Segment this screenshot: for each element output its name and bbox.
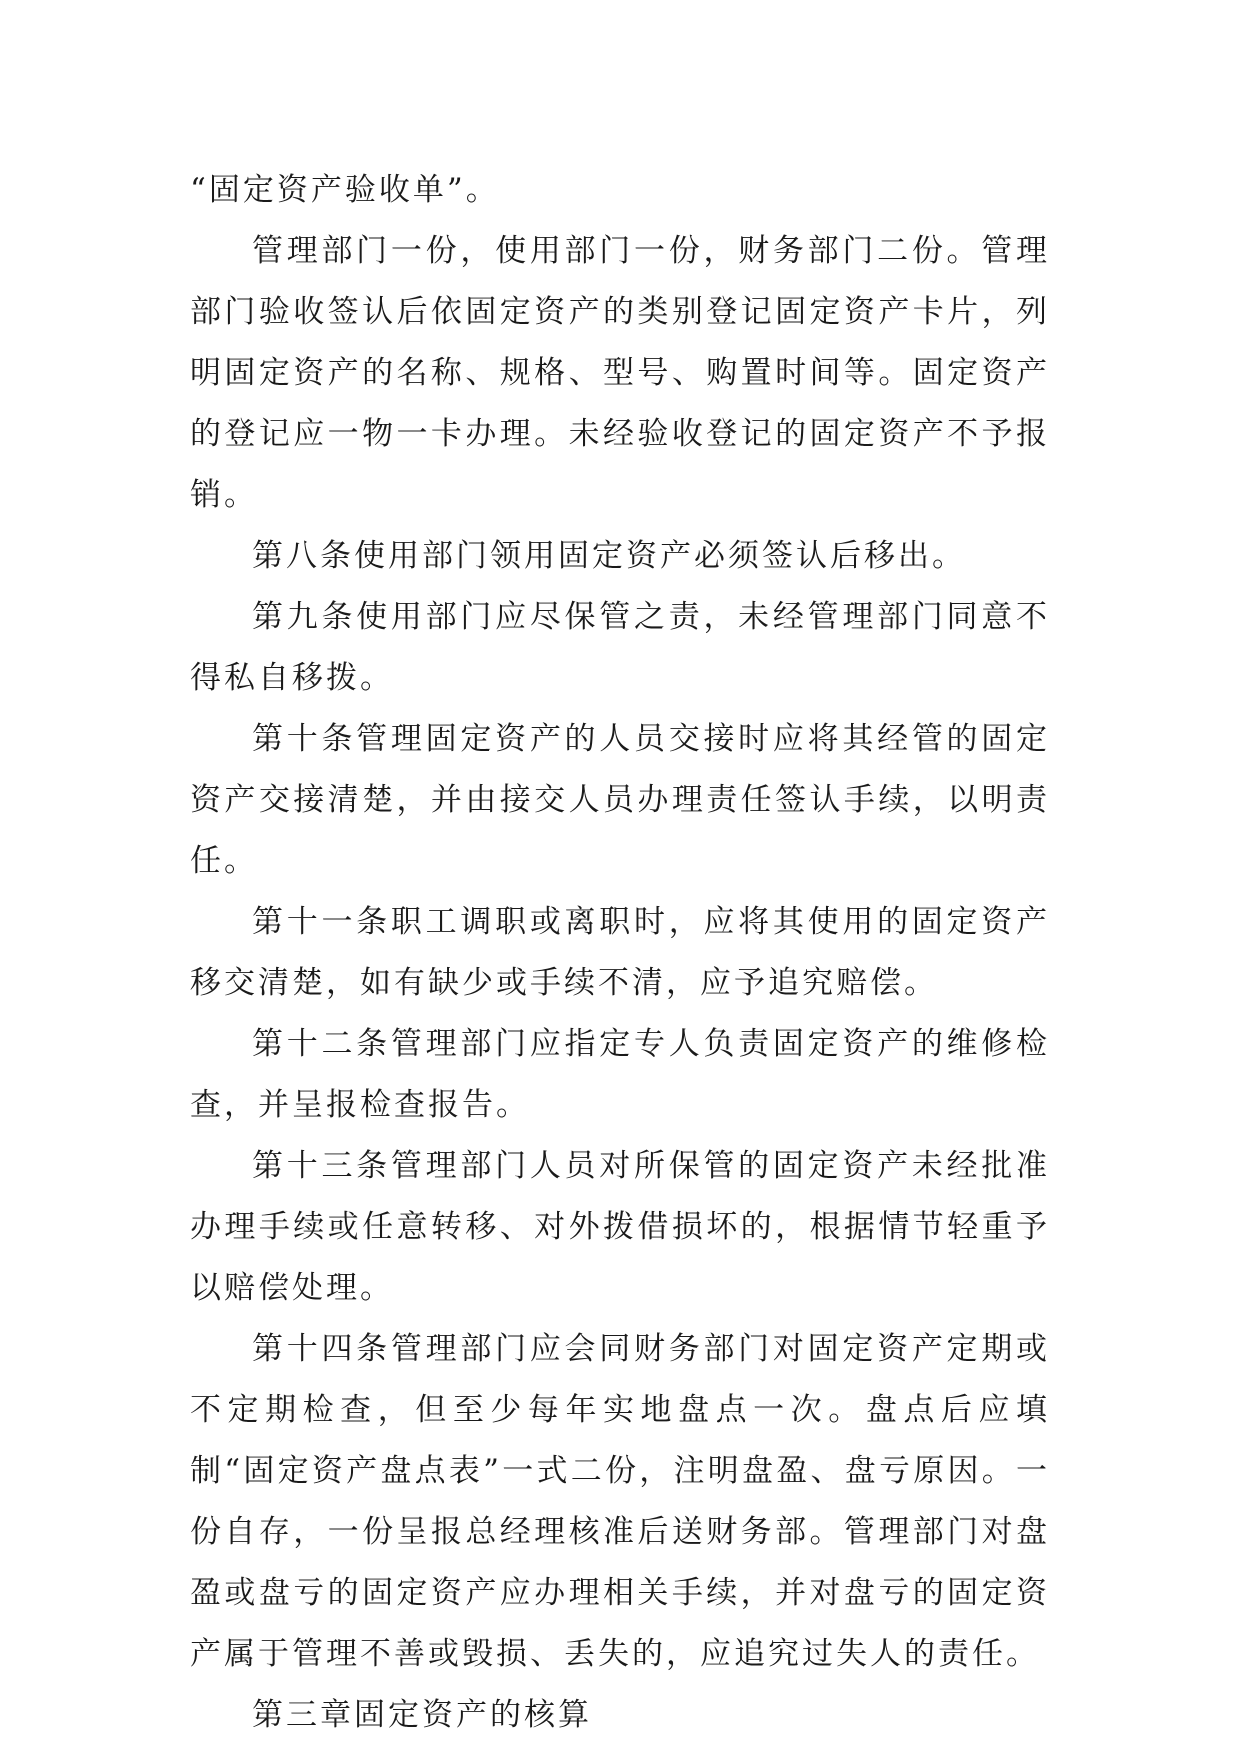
chapter-heading: 第三章固定资产的核算	[252, 1697, 592, 1733]
paragraph-continuation: “固定资产验收单”。	[190, 172, 500, 208]
paragraph-article-8: 第八条使用部门领用固定资产必须签认后移出。	[252, 538, 966, 574]
paragraph-article-11: 第十一条职工调职或离职时，应将其使用的固定资产移交清楚，如有缺少或手续不清，应予追究赔偿。	[190, 904, 1050, 1001]
paragraph-article-9: 第九条使用部门应尽保管之责，未经管理部门同意不得私自移拨。	[190, 599, 1050, 696]
paragraph-article-14: 第十四条管理部门应会同财务部门对固定资产定期或不定期检查，但至少每年实地盘点一次。盘点后应填制“固定资产盘点表”一式二份，注明盘盈、盘亏原因。一份自存，一份呈报总经理核准后送财务部。管理部门对盘盈或盘亏的固定资产应办理相关手续，并对盘亏的固定资产属于管理不善或毁损、丢失的，应追究过失人的责任。	[190, 1331, 1050, 1672]
paragraph-article-12: 第十二条管理部门应指定专人负责固定资产的维修检查，并呈报检查报告。	[190, 1026, 1050, 1123]
document-body	[190, 160, 1050, 1746]
paragraph-article-10: 第十条管理固定资产的人员交接时应将其经管的固定资产交接清楚，并由接交人员办理责任签认手续，以明责任。	[190, 721, 1050, 879]
paragraph-distribution: 管理部门一份，使用部门一份，财务部门二份。管理部门验收签认后依固定资产的类别登记固定资产卡片，列明固定资产的名称、规格、型号、购置时间等。固定资产的登记应一物一卡办理。未经验收登记的固定资产不予报销。	[190, 233, 1050, 513]
paragraph-article-13: 第十三条管理部门人员对所保管的固定资产未经批准办理手续或任意转移、对外拨借损坏的，根据情节轻重予以赔偿处理。	[190, 1148, 1050, 1306]
